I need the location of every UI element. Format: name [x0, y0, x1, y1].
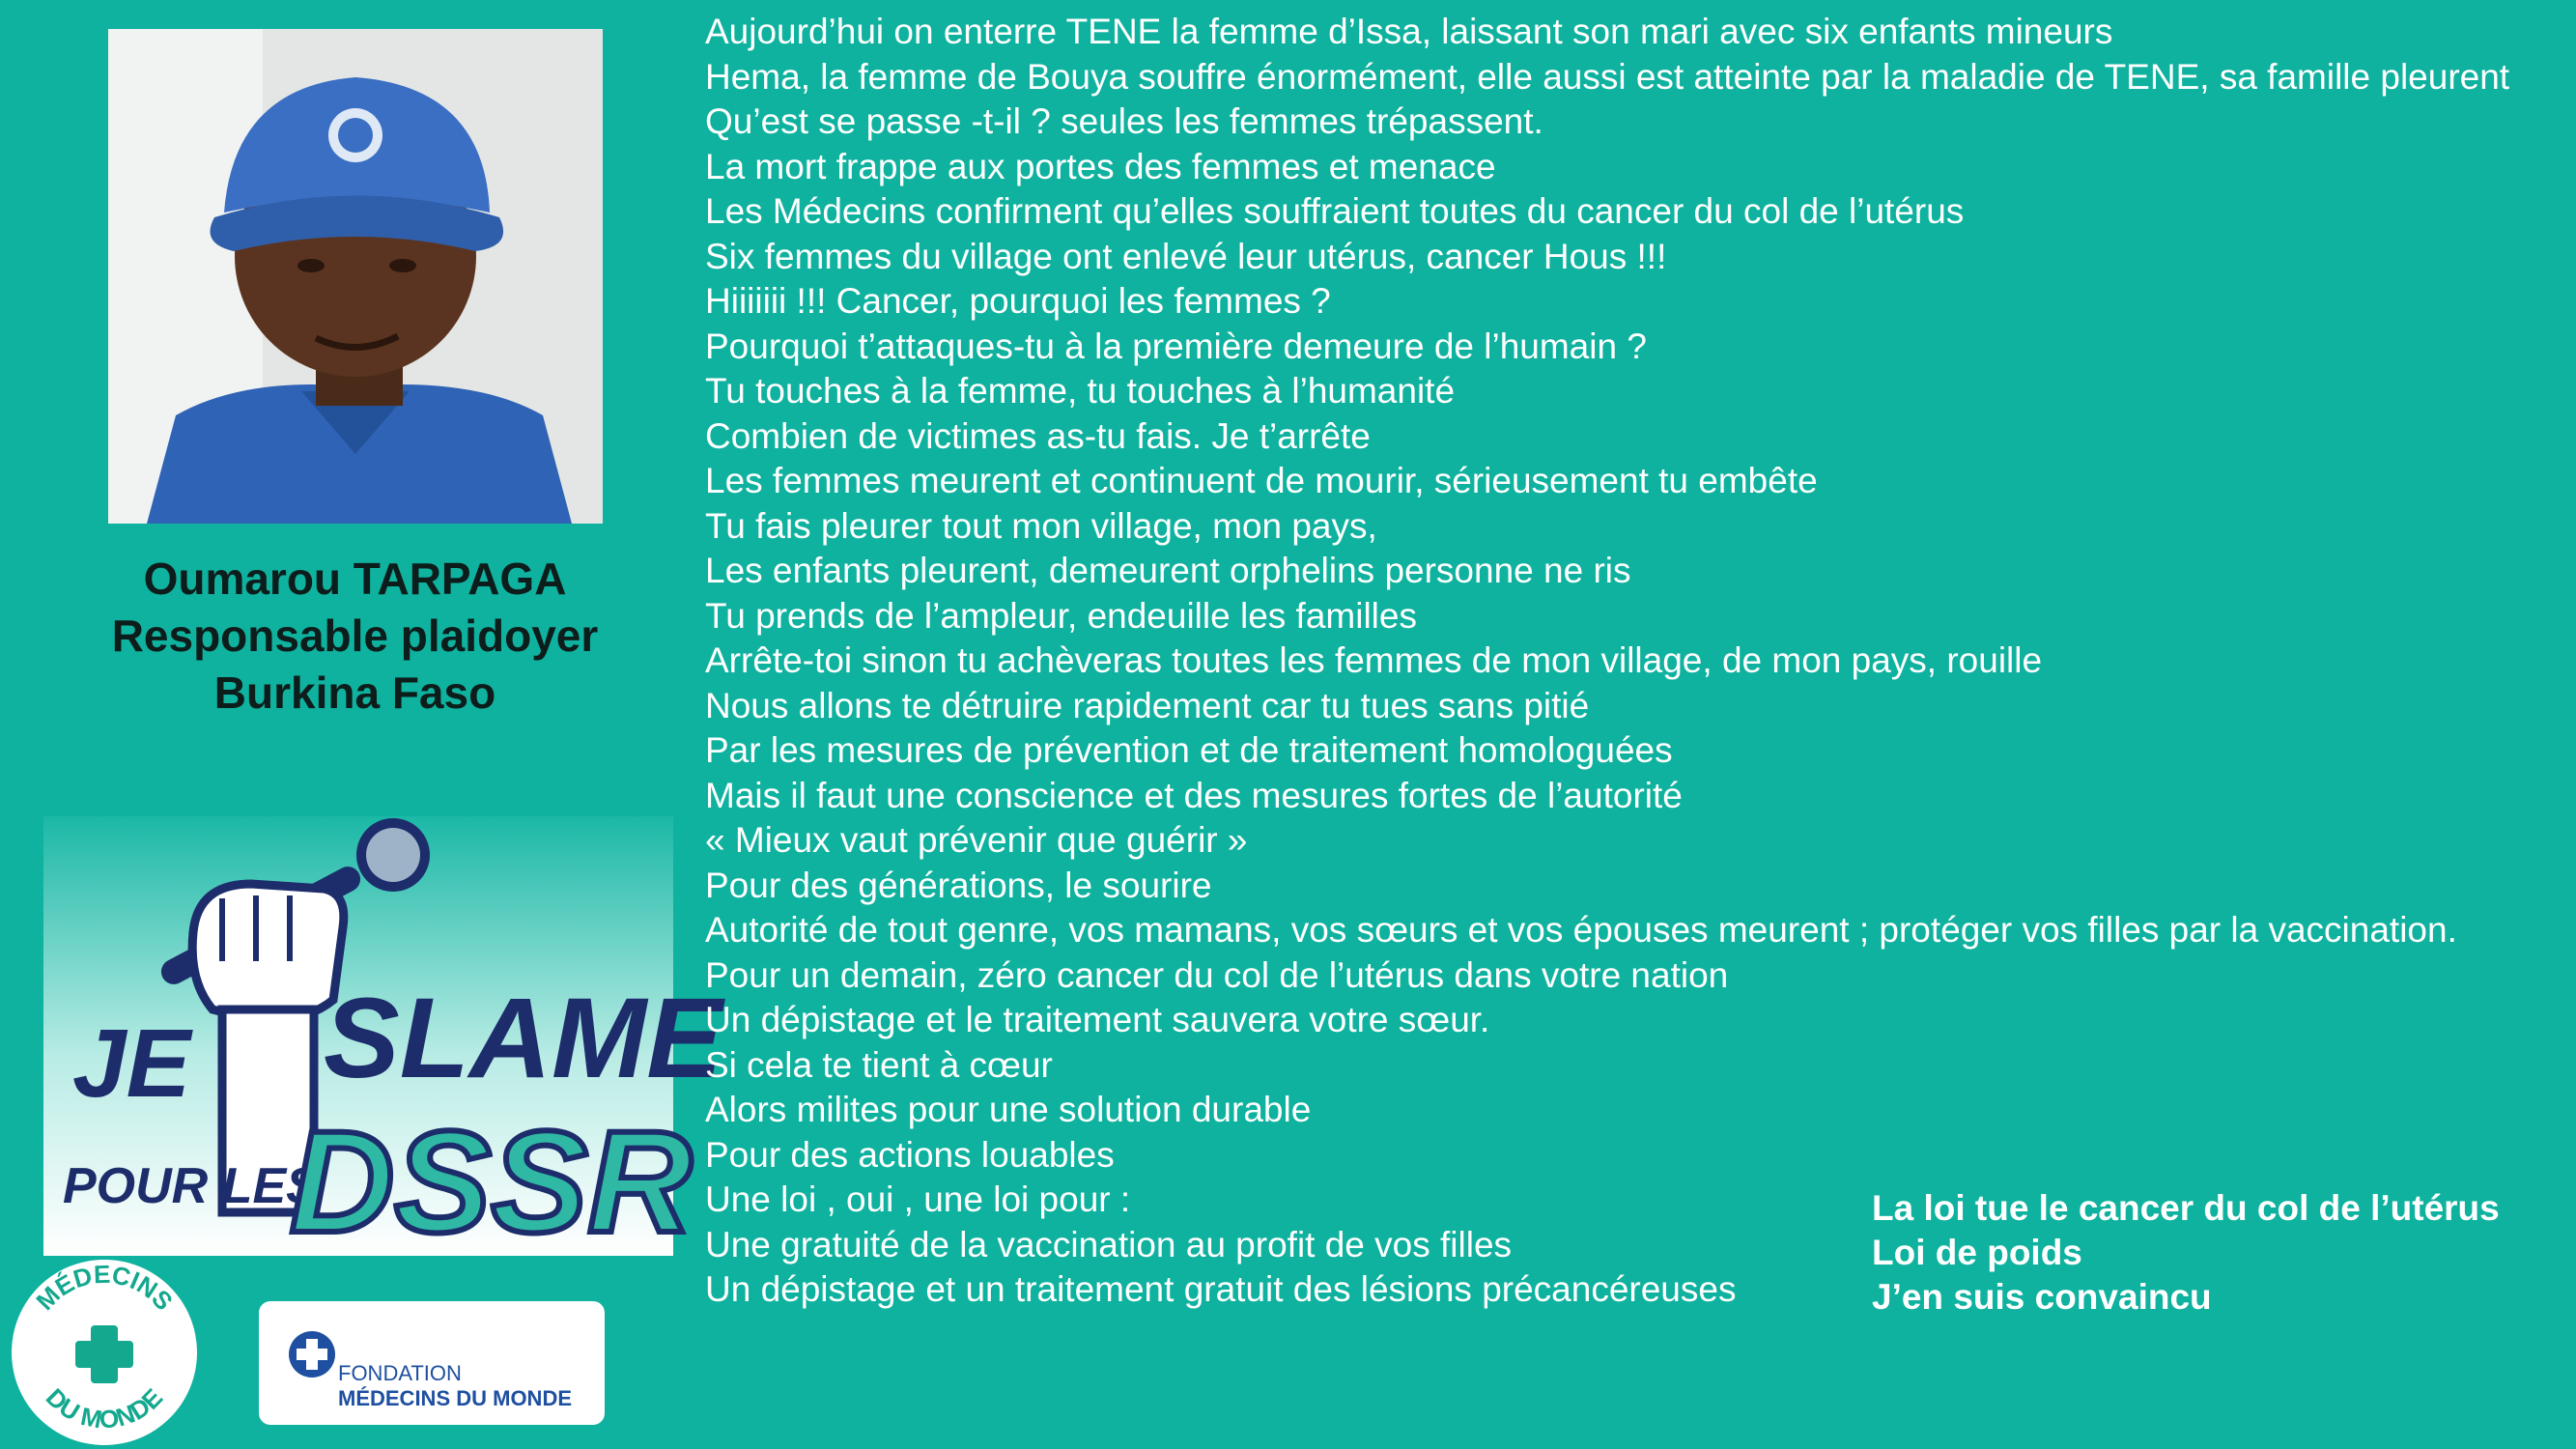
poem-line: Autorité de tout genre, vos mamans, vos sœurs et vos épouses meurent ; protéger vos filles par la vaccination.: [705, 910, 2457, 950]
poem-line: Mais il faut une conscience et des mesures fortes de l’autorité: [705, 775, 1683, 815]
mdm-top-text: MÉDECINS: [30, 1259, 179, 1317]
poem-line: La mort frappe aux portes des femmes et menace: [705, 146, 1496, 186]
poem-line: Qu’est se passe -t-il ? seules les femmes trépassent.: [705, 101, 1543, 141]
poem-line: Par les mesures de prévention et de traitement homologuées: [705, 730, 1673, 770]
author-name: Oumarou TARPAGA: [143, 554, 567, 604]
poem-line: Une loi , oui , une loi pour :: [705, 1179, 1131, 1219]
author-portrait: [108, 29, 603, 524]
je-slame-logo: [43, 816, 722, 1263]
poem-line: Les femmes meurent et continuent de mourir, sérieusement tu embête: [705, 461, 1818, 500]
poem-line: Pour des actions louables: [705, 1134, 1115, 1175]
poem-line: Hiiiiiii !!! Cancer, pourquoi les femmes ?: [705, 281, 1331, 321]
slam-word-pour-les: POUR LES: [63, 1158, 320, 1214]
author-country: Burkina Faso: [213, 668, 496, 718]
conclusion-line: La loi tue le cancer du col de l’utérus: [1872, 1188, 2500, 1228]
poem-line: Tu prends de l’ampleur, endeuille les familles: [705, 595, 1417, 636]
poem-line: Les enfants pleurent, demeurent orphelins personne ne ris: [705, 551, 1631, 590]
poem-line: Si cela te tient à cœur: [705, 1044, 1053, 1085]
poem-line: Six femmes du village ont enlevé leur utérus, cancer Hous !!!: [705, 236, 1667, 276]
poem-line: Les Médecins confirment qu’elles souffraient toutes du cancer du col de l’utérus: [705, 191, 1965, 231]
poem-text: [705, 10, 2545, 1313]
foundation-line-1: FONDATION: [338, 1361, 462, 1385]
poem-line: Tu fais pleurer tout mon village, mon pays,: [705, 505, 1377, 546]
poem-conclusion: [1872, 1186, 2500, 1320]
poem-line: Nous allons te détruire rapidement car tu tues sans pitié: [705, 685, 1590, 725]
poem-line: Hema, la femme de Bouya souffre énormément, elle aussi est atteinte par la maladie de TENE, sa famille pleurent: [705, 56, 2510, 97]
poem-line: Pourquoi t’attaques-tu à la première demeure de l’humain ?: [705, 326, 1647, 366]
poem-line: Arrête-toi sinon tu achèveras toutes les femmes de mon village, de mon pays, rouille: [705, 640, 2043, 680]
medical-cross-icon: [289, 1331, 335, 1378]
poem-line: Pour des générations, le sourire: [705, 865, 1212, 905]
poem-line: Tu touches à la femme, tu touches à l’humanité: [705, 371, 1456, 411]
medecins-du-monde-logo: [8, 1258, 201, 1447]
foundation-line-2: MÉDECINS DU MONDE: [338, 1386, 573, 1410]
conclusion-line: J’en suis convaincu: [1872, 1277, 2212, 1317]
slam-word-je: JE: [72, 1009, 191, 1118]
poem-line: « Mieux vaut prévenir que guérir »: [705, 820, 1248, 860]
poem-line: Alors milites pour une solution durable: [705, 1090, 1312, 1129]
poem-line: Pour un demain, zéro cancer du col de l’utérus dans votre nation: [705, 954, 1729, 995]
slam-word-slame: SLAME: [324, 975, 722, 1102]
poem-line: Combien de victimes as-tu fais. Je t’arrête: [705, 415, 1371, 456]
poem-line: Aujourd’hui on enterre TENE la femme d’Issa, laissant son mari avec six enfants mineurs: [705, 12, 2113, 51]
conclusion-line: Loi de poids: [1872, 1233, 2082, 1272]
mdm-bottom-text: DU MONDE: [40, 1382, 169, 1435]
author-role: Responsable plaidoyer: [111, 611, 599, 661]
fondation-medecins-du-monde-logo: [259, 1301, 605, 1425]
poem-line: Un dépistage et le traitement sauvera votre sœur.: [705, 1000, 1490, 1039]
poem-line: Une gratuité de la vaccination au profit de vos filles: [705, 1224, 1513, 1264]
slam-word-dssr: DSSR: [290, 1100, 693, 1263]
author-block: [29, 551, 681, 722]
poem-line: Un dépistage et un traitement gratuit des lésions précancéreuses: [705, 1269, 1737, 1309]
